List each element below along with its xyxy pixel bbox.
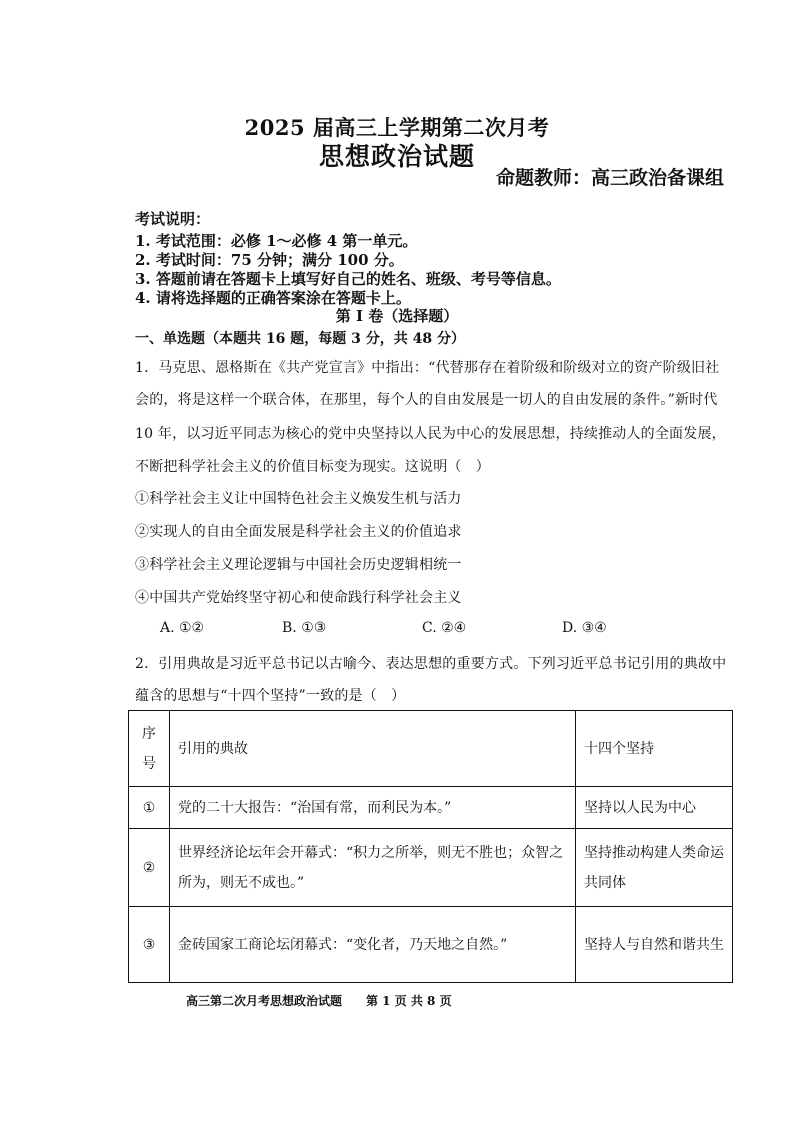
row-quote: 党的二十大报告：“治国有常，而利民为本。” (170, 787, 576, 829)
instruction-item: 4. 请将选择题的正确答案涂在答题卡上。 (135, 289, 411, 307)
option-d: D. ③④ (562, 620, 607, 636)
page-footer: 高三第二次月考思想政治试题 第 1 页 共 8 页 (186, 994, 452, 1008)
question-2-line: 蕴含的思想与“十四个坚持”一致的是（ ） (135, 688, 406, 704)
question-1-line: 不断把科学社会主义的价值目标变为现实。这说明（ ） (135, 459, 490, 475)
instruction-item: 1. 考试范围：必修 1～必修 4 第一单元。 (135, 232, 418, 250)
option-a: A. ①② (160, 620, 205, 636)
table-header-row (129, 711, 733, 787)
row-principle: 坚持人与自然和谐共生 (576, 907, 733, 983)
table-row (129, 787, 733, 829)
option-b: B. ①③ (282, 620, 327, 636)
row-principle: 坚持以人民为中心 (576, 787, 733, 829)
instruction-item: 2. 考试时间：75 分钟；满分 100 分。 (135, 251, 404, 269)
row-number: ③ (129, 907, 170, 983)
instruction-item: 3. 答题前请在答题卡上填写好自己的姓名、班级、考号等信息。 (135, 270, 561, 288)
row-principle: 坚持推动构建人类命运共同体 (576, 829, 733, 907)
statement-3: ③科学社会主义理论逻辑与中国社会历史逻辑相统一 (135, 557, 462, 573)
question-2-line: 2．引用典故是习近平总书记以古喻今、表达思想的重要方式。下列习近平总书记引用的典故中 (135, 656, 727, 672)
row-quote: 金砖国家工商论坛闭幕式：“变化者，乃天地之自然。” (170, 907, 576, 983)
statement-4: ④中国共产党始终坚守初心和使命践行科学社会主义 (135, 590, 462, 606)
statement-2: ②实现人的自由全面发展是科学社会主义的价值追求 (135, 524, 462, 540)
question-1-line: 会的，将是这样一个联合体，在那里，每个人的自由发展是一切人的自由发展的条件。”新时代 (135, 392, 718, 408)
header-number: 序号 (129, 711, 170, 787)
exam-title: 2025 届高三上学期第二次月考 (244, 115, 550, 140)
table-row (129, 907, 733, 983)
table-row (129, 829, 733, 907)
row-quote: 世界经济论坛年会开幕式：“积力之所举，则无不胜也；众智之所为，则无不成也。” (170, 829, 576, 907)
section-heading: 第 I 卷（选择题） (335, 307, 459, 325)
author-line: 命题教师：高三政治备课组 (496, 167, 725, 189)
option-c: C. ②④ (422, 620, 467, 636)
subject-title: 思想政治试题 (318, 142, 475, 171)
instructions-title: 考试说明： (135, 210, 211, 228)
header-quote: 引用的典故 (170, 711, 576, 787)
question-1-line: 10 年，以习近平同志为核心的党中央坚持以人民为中心的发展思想，持续推动人的全面发展， (135, 426, 726, 442)
part-heading: 一、单选题（本题共 16 题，每题 3 分，共 48 分） (135, 331, 465, 347)
row-number: ① (129, 787, 170, 829)
quotes-table (128, 710, 733, 983)
row-number: ② (129, 829, 170, 907)
question-1-line: 1．马克思、恩格斯在《共产党宣言》中指出：“代替那存在着阶级和阶级对立的资产阶级旧社 (135, 360, 720, 376)
statement-1: ①科学社会主义让中国特色社会主义焕发生机与活力 (135, 491, 462, 507)
header-principle: 十四个坚持 (576, 711, 733, 787)
